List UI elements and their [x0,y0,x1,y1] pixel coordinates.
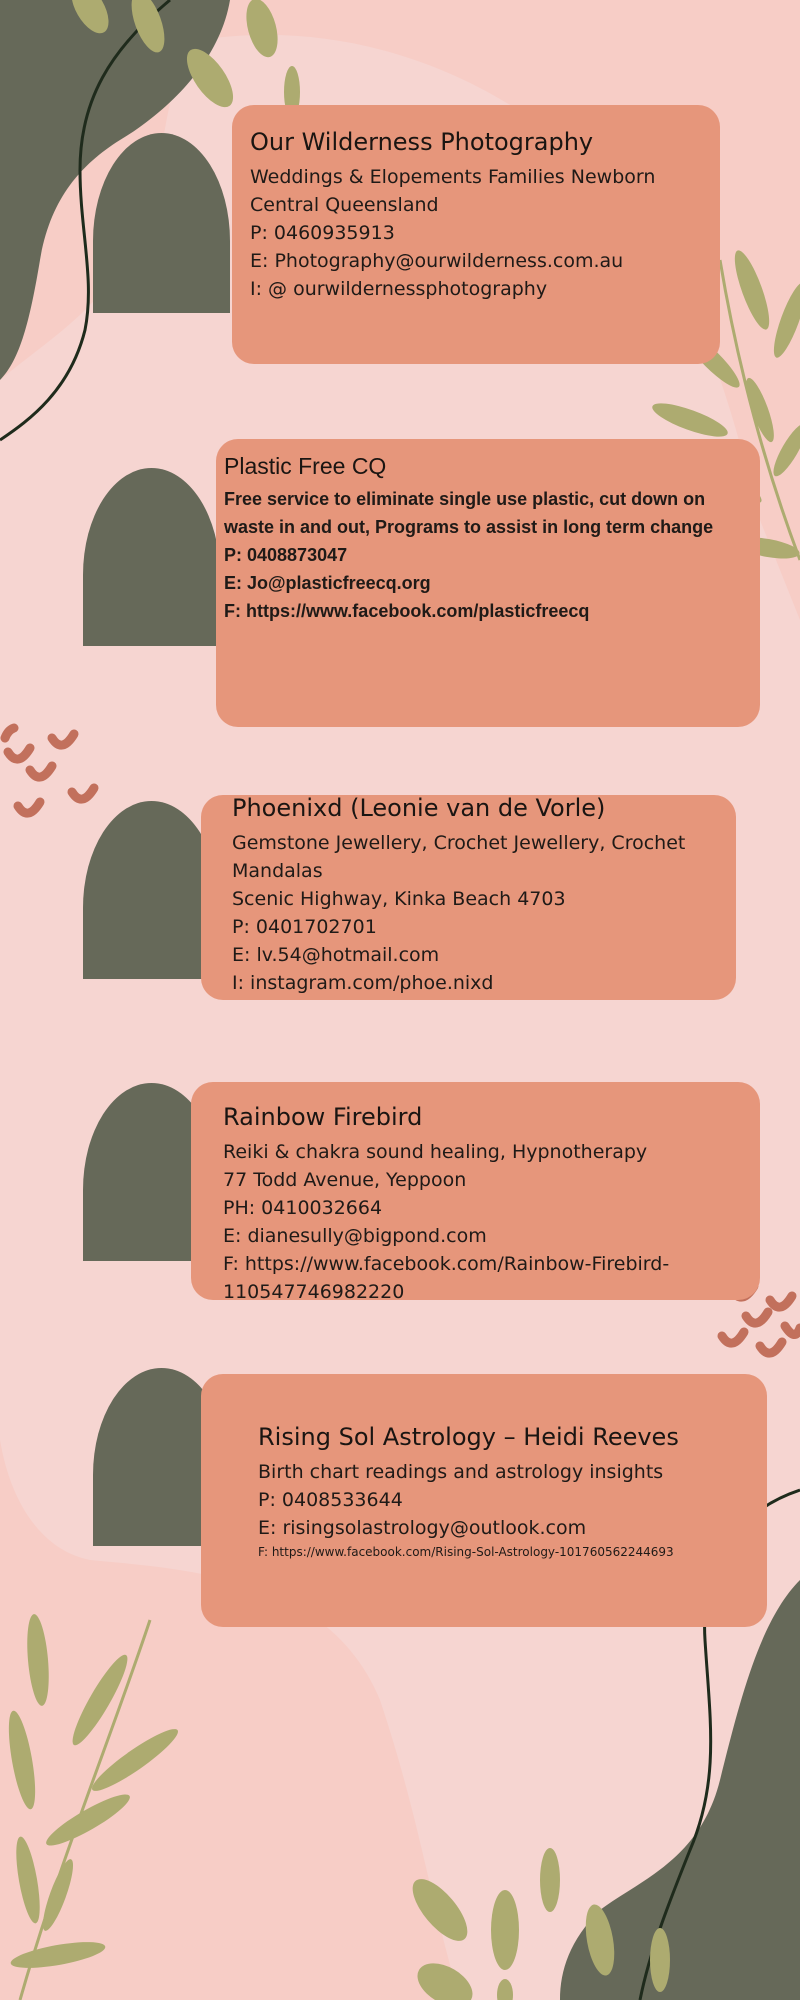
vendor-description-line-2: waste in and out, Programs to assist in long term change [224,517,714,538]
vendor-title: Our Wilderness Photography [250,128,594,156]
vendor-phone: P: 0408533644 [258,1488,403,1511]
vendor-title: Rainbow Firebird [223,1103,423,1131]
vendor-phone: P: 0401702701 [232,915,377,938]
vendor-location: Central Queensland [250,193,439,216]
vendor-services: Birth chart readings and astrology insights [258,1460,664,1483]
vendor-services: Weddings & Elopements Families Newborn [250,165,656,188]
vendor-card-rainbow-firebird [191,1082,760,1303]
vendor-services: Reiki & chakra sound healing, Hypnotherapy [223,1140,648,1163]
vendor-email: E: lv.54@hotmail.com [232,943,440,966]
vendor-facebook-line-2: 110547746982220 [223,1280,405,1303]
vendor-email: E: risingsolastrology@outlook.com [258,1516,587,1539]
vendor-email: E: dianesully@bigpond.com [223,1224,487,1247]
vendor-card-rising-sol [201,1374,767,1627]
vendor-facebook-line-1: F: https://www.facebook.com/Rainbow-Firebird- [223,1252,670,1275]
vendor-facebook: F: https://www.facebook.com/plasticfreecq [224,601,590,622]
vendor-facebook: F: https://www.facebook.com/Rising-Sol-Astrology-101760562244693 [258,1544,674,1559]
vendor-description-line-1: Free service to eliminate single use plastic, cut down on [224,489,706,510]
vendor-email: E: Photography@ourwilderness.com.au [250,249,624,272]
vendor-address: 77 Todd Avenue, Yeppoon [223,1168,467,1191]
vendor-phone: P: 0408873047 [224,545,348,566]
vendor-instagram: I: @ ourwildernessphotography [250,277,548,300]
vendor-instagram: I: instagram.com/phoe.nixd [232,971,494,994]
vendor-phone: PH: 0410032664 [223,1196,383,1219]
vendor-card-phoenixd [201,795,736,1000]
vendor-card-plastic-free-cq [216,439,760,727]
vendor-email: E: Jo@plasticfreecq.org [224,573,431,594]
vendor-title: Phoenixd (Leonie van de Vorle) [232,794,606,822]
vendor-services-line-2: Mandalas [232,859,323,882]
vendor-services-line-1: Gemstone Jewellery, Crochet Jewellery, Crochet [232,831,686,854]
vendor-address: Scenic Highway, Kinka Beach 4703 [232,887,566,910]
leaf-branch-bottom-left [3,1613,183,2000]
vendor-phone: P: 0460935913 [250,221,395,244]
vendor-card-our-wilderness [232,105,720,364]
vendor-title: Rising Sol Astrology – Heidi Reeves [258,1423,679,1451]
vendor-title: Plastic Free CQ [224,453,387,479]
